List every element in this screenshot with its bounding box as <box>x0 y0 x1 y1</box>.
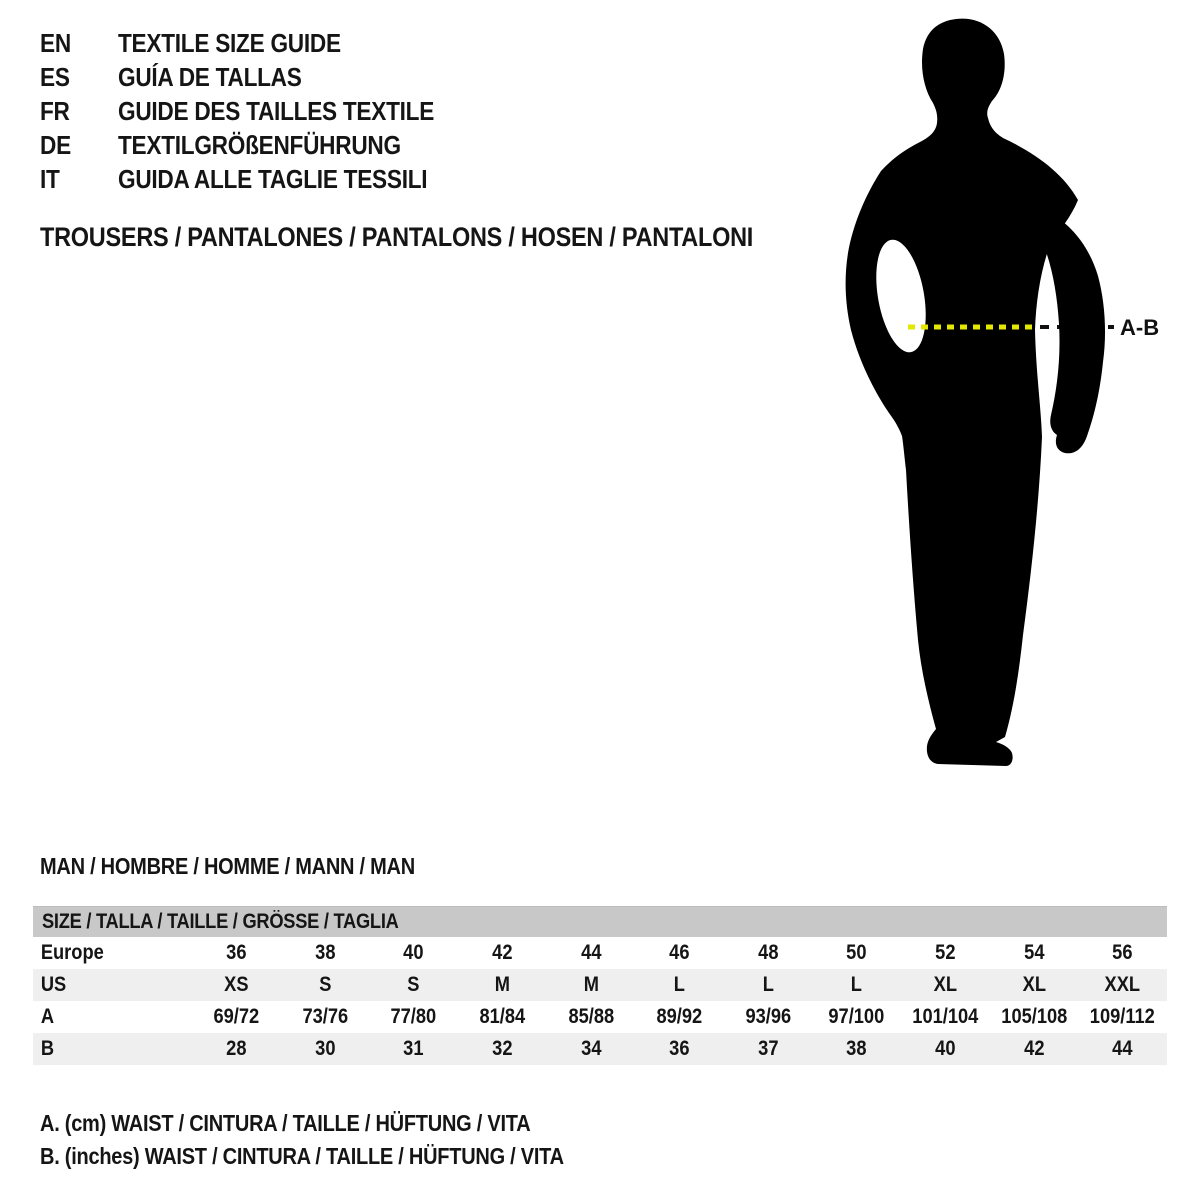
category-title: TROUSERS / PANTALONES / PANTALONS / HOSEN / PANTALONI <box>40 222 754 252</box>
measure-label: A-B <box>1120 315 1160 340</box>
size-cell: 97/100 <box>828 1005 885 1028</box>
man-silhouette-right-arm <box>1040 211 1105 453</box>
size-cell: 101/104 <box>912 1005 979 1028</box>
size-cell: 31 <box>403 1037 424 1060</box>
language-code: ES <box>40 62 70 92</box>
size-cell: L <box>673 973 686 996</box>
size-cell: XL <box>933 973 958 996</box>
legend-line-b: B. (inches) WAIST / CINTURA / TAILLE / HÜFTUNG / VITA <box>40 1143 564 1169</box>
row-label: A <box>40 1005 55 1028</box>
size-table <box>33 906 1167 1065</box>
table-row-europe <box>33 937 1167 969</box>
size-cell: 44 <box>580 941 602 964</box>
size-cell: M <box>583 973 599 996</box>
size-cell: 38 <box>314 941 336 964</box>
language-code: EN <box>40 28 71 58</box>
language-row <box>40 128 481 162</box>
size-cell: 85/88 <box>568 1005 614 1028</box>
man-silhouette-body <box>846 19 1078 766</box>
language-row <box>40 94 481 128</box>
size-cell: 37 <box>758 1037 779 1060</box>
language-row <box>40 162 481 196</box>
size-cell: 34 <box>580 1037 602 1060</box>
language-title: GUIDE DES TAILLES TEXTILE <box>118 96 435 126</box>
measurement-legend <box>40 1107 642 1173</box>
size-cell: 36 <box>669 1037 690 1060</box>
size-cell: 28 <box>226 1037 247 1060</box>
size-cell: 89/92 <box>656 1005 703 1028</box>
size-cell: 73/76 <box>302 1005 348 1028</box>
size-cell: 48 <box>758 941 779 964</box>
language-title: GUÍA DE TALLAS <box>118 62 302 92</box>
size-cell: 56 <box>1112 941 1133 964</box>
size-cell: 81/84 <box>479 1005 526 1028</box>
size-cell: 69/72 <box>213 1005 260 1028</box>
language-title: TEXTILGRÖßENFÜHRUNG <box>118 130 401 160</box>
size-cell: 40 <box>403 941 424 964</box>
size-table-header-text: SIZE / TALLA / TAILLE / GRÖSSE / TAGLIA <box>42 910 399 933</box>
size-cell: 54 <box>1023 941 1045 964</box>
row-label: US <box>40 973 67 996</box>
table-row-a-cm <box>33 1001 1167 1033</box>
language-row <box>40 60 481 94</box>
language-list <box>40 26 481 196</box>
size-cell: 30 <box>314 1037 336 1060</box>
size-cell: 105/108 <box>1001 1005 1068 1028</box>
size-cell: 44 <box>1112 1037 1133 1060</box>
size-cell: S <box>318 973 332 996</box>
language-title: GUIDA ALLE TAGLIE TESSILI <box>118 164 428 194</box>
size-cell: 50 <box>846 941 867 964</box>
size-cell: 77/80 <box>390 1005 437 1028</box>
language-code: FR <box>40 96 70 126</box>
size-cell: M <box>494 973 510 996</box>
size-cell: 109/112 <box>1090 1005 1156 1028</box>
size-cell: 40 <box>935 1037 956 1060</box>
table-row-b-inches <box>33 1033 1167 1065</box>
language-title: TEXTILE SIZE GUIDE <box>118 28 341 58</box>
size-cell: XL <box>1022 973 1046 996</box>
size-cell: L <box>762 973 774 996</box>
size-cell: S <box>407 973 420 996</box>
size-cell: 52 <box>935 941 956 964</box>
size-cell: 42 <box>1023 1037 1045 1060</box>
row-label: Europe <box>40 941 104 964</box>
size-table-header <box>33 906 1167 937</box>
size-cell: 36 <box>226 941 247 964</box>
size-cell: 46 <box>669 941 690 964</box>
size-cell: 93/96 <box>745 1005 792 1028</box>
size-cell: 38 <box>846 1037 867 1060</box>
size-cell: 42 <box>492 941 513 964</box>
size-cell: 32 <box>492 1037 513 1060</box>
section-title-man: MAN / HOMBRE / HOMME / MANN / MAN <box>40 853 415 879</box>
table-row-us <box>33 969 1167 1001</box>
size-cell: XS <box>224 973 249 996</box>
language-row <box>40 26 481 60</box>
language-code: IT <box>40 164 60 194</box>
row-label: B <box>40 1037 55 1060</box>
legend-line-a: A. (cm) WAIST / CINTURA / TAILLE / HÜFTUNG / VITA <box>40 1110 531 1136</box>
language-code: DE <box>40 130 71 160</box>
size-cell: L <box>851 973 863 996</box>
man-silhouette-figure <box>840 0 1180 790</box>
size-cell: XXL <box>1104 973 1141 996</box>
